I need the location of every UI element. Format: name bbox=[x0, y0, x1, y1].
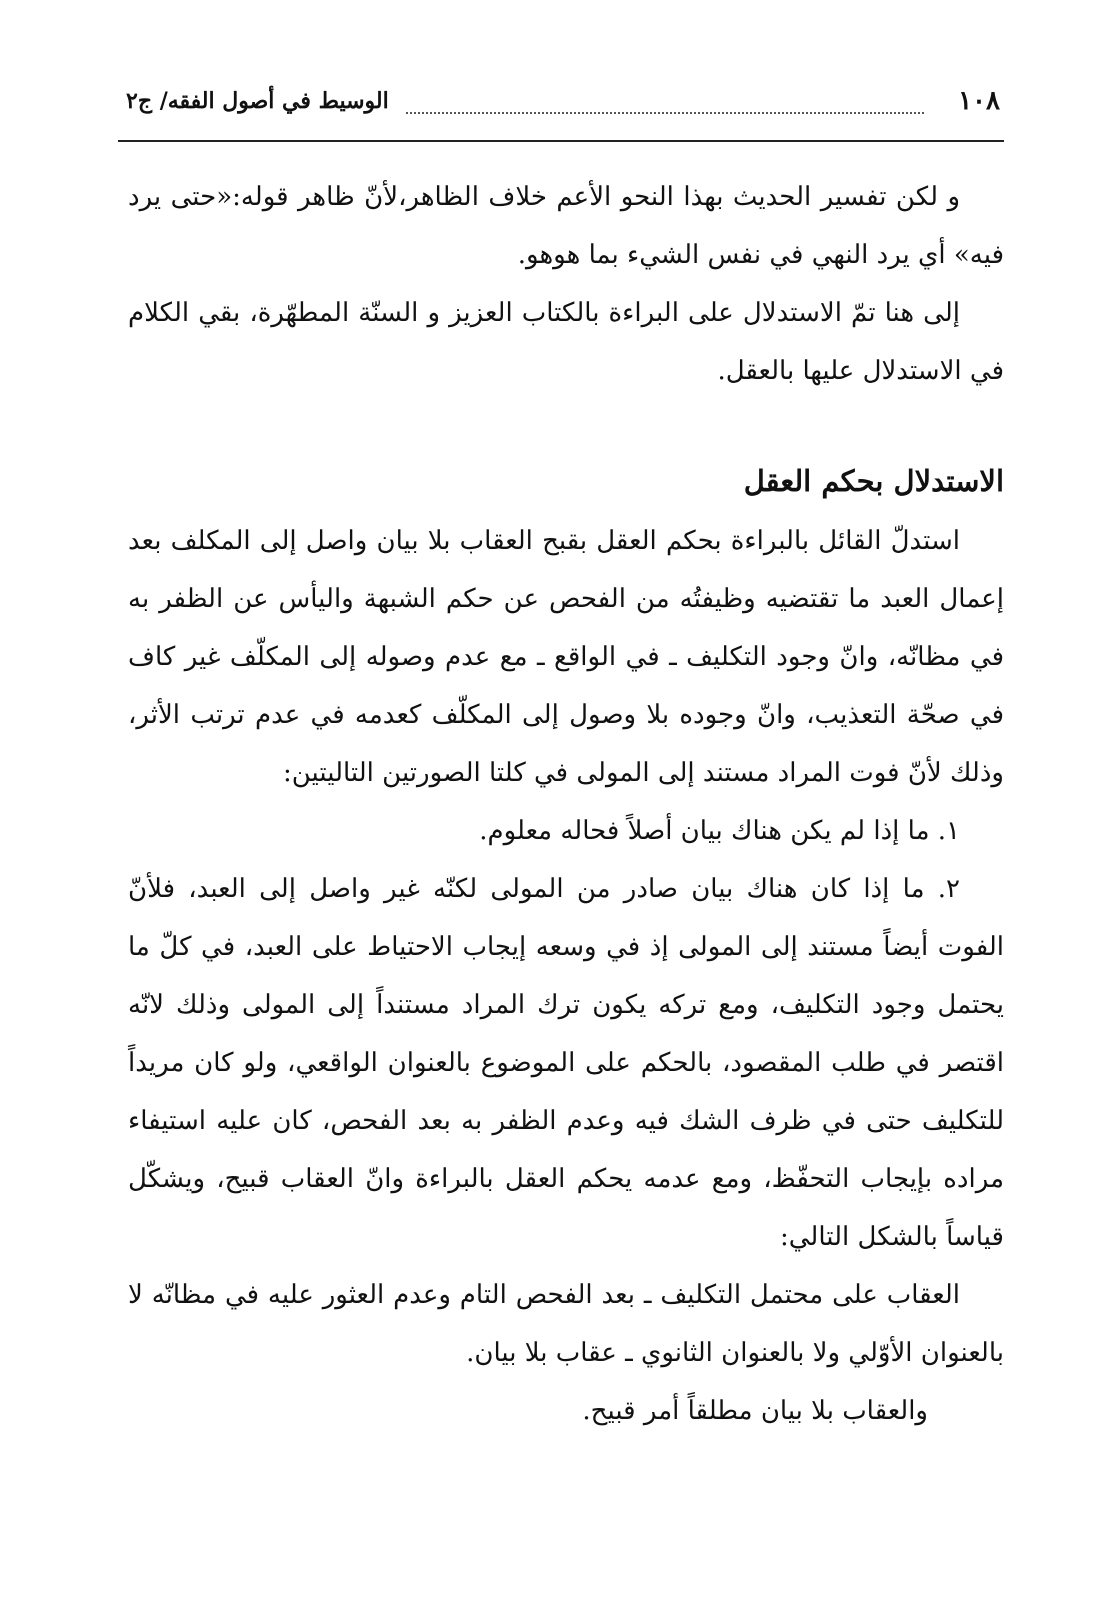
page-number: ١٠٨ bbox=[958, 86, 1000, 116]
syllogism-premise-1: العقاب على محتمل التكليف ـ بعد الفحص التام وعدم العثور عليه في مظانّه لا بالعنوان الأوّلي ولا بالعنوان الثانوي ـ عقاب بلا بيان. bbox=[128, 1280, 1004, 1368]
header-rule bbox=[118, 140, 1004, 142]
page-body bbox=[128, 168, 1004, 1440]
header-dotted-leader bbox=[406, 112, 924, 114]
paragraph-3: استدلّ القائل بالبراءة بحكم العقل بقبح العقاب بلا بيان واصل إلى المكلف بعد إعمال العبد ما تقتضيه وظيفتُه من الفحص عن حكم الشبهة واليأس عن الظفر به في مظانّه، وانّ وجود التكليف ـ في الواقع ـ مع عدم وصوله إلى المكلّف غير كاف في صحّة التعذيب، وانّ وجوده بلا وصول إلى المكلّف كعدمه في عدم ترتب الأثر، وذلك لأنّ فوت المراد مستند إلى المولى في كلتا الصورتين التاليتين: bbox=[128, 526, 1004, 788]
list-item-2: ٢. ما إذا كان هناك بيان صادر من المولى لكنّه غير واصل إلى العبد، فلأنّ الفوت أيضاً مستند إلى المولى إذ في وسعه إيجاب الاحتياط على العبد، في كلّ ما يحتمل وجود التكليف، ومع تركه يكون ترك المراد مستنداً إلى المولى وذلك لانّه اقتصر في طلب المقصود، بالحكم على الموضوع بالعنوان الواقعي، ولو كان مريداً للتكليف حتى في ظرف الشك فيه وعدم الظفر به بعد الفحص، كان عليه استيفاء مراده بإيجاب التحفّظ، ومع عدمه يحكم العقل بالبراءة وانّ العقاب قبيح، ويشكّل قياساً بالشكل التالي: bbox=[128, 874, 1004, 1252]
page-header bbox=[118, 82, 1004, 132]
paragraph-2: إلى هنا تمّ الاستدلال على البراءة بالكتاب العزيز و السنّة المطهّرة، بقي الكلام في الاستدلال عليها بالعقل. bbox=[128, 298, 1004, 386]
paragraph-1: و لكن تفسير الحديث بهذا النحو الأعم خلاف الظاهر،لأنّ ظاهر قوله:«حتى يرد فيه» أي يرد النهي في نفس الشيء بما هوهو. bbox=[128, 182, 1004, 270]
section-heading: الاستدلال بحكم العقل bbox=[743, 464, 1004, 498]
section-gap bbox=[128, 400, 1004, 450]
syllogism-premise-2: والعقاب بلا بيان مطلقاً أمر قبيح. bbox=[582, 1396, 928, 1426]
list-item-1: ١. ما إذا لم يكن هناك بيان أصلاً فحاله معلوم. bbox=[479, 816, 960, 846]
running-title: الوسيط في أصول الفقه/ ج٢ bbox=[126, 88, 389, 114]
